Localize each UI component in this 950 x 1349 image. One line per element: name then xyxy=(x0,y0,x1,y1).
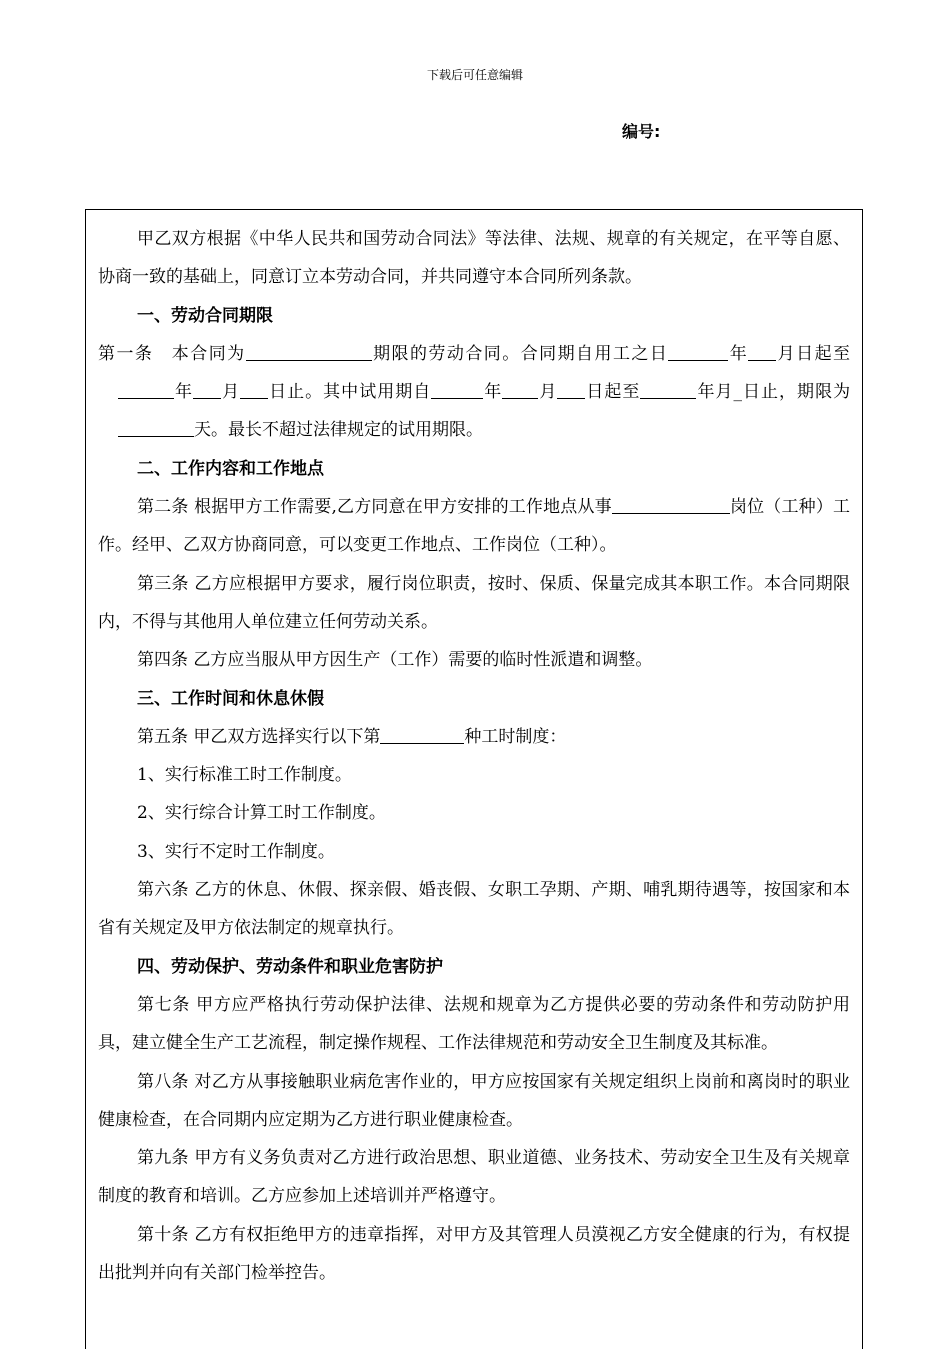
work-hour-system-blank[interactable] xyxy=(380,725,464,744)
end-year-blank[interactable] xyxy=(118,380,174,399)
probation-start-day-blank[interactable] xyxy=(557,380,585,399)
article-9: 第九条 甲方有义务负责对乙方进行政治思想、职业道德、业务技术、劳动安全卫生及有关规章制度的教育和培训。乙方应参加上述培训并严格遵守。 xyxy=(98,1148,850,1207)
option-1: 1、实行标准工时工作制度。 xyxy=(137,765,352,786)
option-3: 3、实行不定时工作制度。 xyxy=(137,841,335,862)
article-4: 第四条 乙方应当服从甲方因生产（工作）需要的临时性派遣和调整。 xyxy=(137,650,653,671)
position-blank[interactable] xyxy=(612,495,730,514)
article-1-text: 年月_日止，期限为 xyxy=(696,382,851,403)
article-1-text: 期限的劳动合同。合同期自用工之日 xyxy=(371,343,669,364)
download-note: 下载后可任意编辑 xyxy=(426,68,523,82)
article-8: 第八条 对乙方从事接触职业病危害作业的，甲方应按国家有关规定组织上岗前和离岗时的职业健康检查，在合同期内应定期为乙方进行职业健康检查。 xyxy=(98,1071,850,1130)
article-7: 第七条 甲方应严格执行劳动保护法律、法规和规章为乙方提供必要的劳动条件和劳动防护用具，建立健全生产工艺流程，制定操作规程、工作法律规范和劳动安全卫生制度及其标准。 xyxy=(98,994,850,1054)
probation-start-year-blank[interactable] xyxy=(431,380,483,399)
section-heading-term: 一、劳动合同期限 xyxy=(137,305,273,326)
start-year-blank[interactable] xyxy=(668,342,728,361)
end-month-blank[interactable] xyxy=(193,380,221,399)
article-1-text: 月 xyxy=(221,382,241,403)
section-heading-work: 二、工作内容和工作地点 xyxy=(137,458,324,479)
article-1-text: 年 xyxy=(483,382,503,403)
article-1-text: 年 xyxy=(728,343,749,364)
article-1-text: 天。最长不超过法律规定的试用期限。 xyxy=(194,420,483,441)
article-1-text: 月 xyxy=(538,382,558,403)
article-1-text: 日止。其中试用期自 xyxy=(268,382,432,403)
article-1 xyxy=(98,335,850,450)
start-month-blank[interactable] xyxy=(748,342,776,361)
article-1-text: 第一条 本合同为 xyxy=(98,343,246,364)
article-1-text: 月日起至 xyxy=(776,343,851,364)
end-day-blank[interactable] xyxy=(240,380,268,399)
probation-days-blank[interactable] xyxy=(118,419,194,438)
option-2: 2、实行综合计算工时工作制度。 xyxy=(137,803,386,824)
article-2-text: 第二条 根据甲方工作需要,乙方同意在甲方安排的工作地点从事 xyxy=(137,497,612,518)
article-5-text: 第五条 甲乙双方选择实行以下第 xyxy=(137,726,381,747)
article-1-text: 年 xyxy=(174,382,194,403)
probation-end-year-blank[interactable] xyxy=(640,380,696,399)
contract-body xyxy=(98,220,850,1292)
section-heading-protection: 四、劳动保护、劳动条件和职业危害防护 xyxy=(137,956,443,977)
term-type-blank[interactable] xyxy=(246,342,372,361)
article-1-text: 日起至 xyxy=(585,382,641,403)
preamble-paragraph: 甲乙双方根据《中华人民共和国劳动合同法》等法律、法规、规章的有关规定，在平等自愿、协商一致的基础上，同意订立本劳动合同，并共同遵守本合同所列条款。 xyxy=(98,229,850,288)
section-heading-hours: 三、工作时间和休息休假 xyxy=(137,688,324,709)
article-3: 第三条 乙方应根据甲方要求，履行岗位职责，按时、保质、保量完成其本职工作。本合同期限内，不得与其他用人单位建立任何劳动关系。 xyxy=(98,573,850,632)
article-6: 第六条 乙方的休息、休假、探亲假、婚丧假、女职工孕期、产期、哺乳期待遇等，按国家和本省有关规定及甲方依法制定的规章执行。 xyxy=(98,880,850,939)
article-2 xyxy=(98,488,850,565)
article-10: 第十条 乙方有权拒绝甲方的违章指挥，对甲方及其管理人员漠视乙方安全健康的行为，有权提出批判并向有关部门检举控告。 xyxy=(98,1224,850,1284)
article-5-text: 种工时制度： xyxy=(464,726,567,747)
article-5 xyxy=(98,718,850,756)
article-2-text: 岗位（工种）工作。经甲、乙双方协商同意，可以变更工作地点、工作岗位（工种）。 xyxy=(98,497,850,556)
serial-number-label: 编号: xyxy=(622,122,661,141)
probation-start-month-blank[interactable] xyxy=(502,380,538,399)
